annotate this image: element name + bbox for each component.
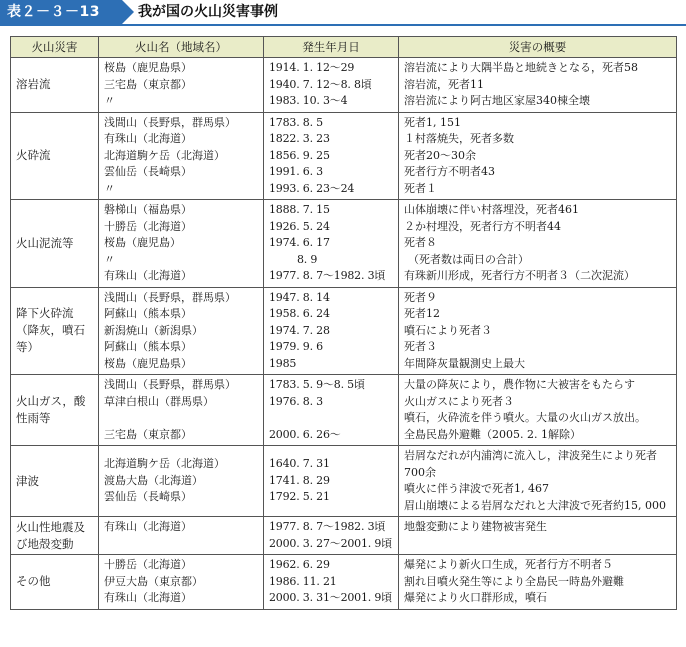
volcano-line: 新潟焼山（新潟県） (104, 323, 203, 337)
date-line: 1979. 9. 6 (269, 340, 323, 353)
summary-line: １村落焼失，死者多数 (404, 132, 514, 145)
table-row (11, 287, 677, 375)
date-cell (264, 58, 399, 113)
date-line: 1991. 6. 3 (269, 165, 323, 178)
date-line: 1822. 3. 23 (269, 132, 330, 145)
volcano-line: 有珠山（北海道） (104, 269, 192, 282)
volcano-line: 十勝岳（北海道） (104, 219, 192, 233)
table-row (11, 446, 677, 517)
date-cell (264, 446, 399, 517)
summary-line: 爆発により火口群形成，噴石 (404, 591, 547, 604)
date-line: 1947. 8. 14 (269, 290, 330, 304)
table-row (11, 58, 677, 113)
summary-cell (399, 555, 677, 610)
table-header-row (11, 37, 677, 58)
table-row (11, 555, 677, 610)
date-cell (264, 200, 399, 288)
date-line: 1977. 8. 7～1982. 3頃 (269, 520, 386, 533)
summary-line: 死者３ (404, 340, 437, 353)
volcano-line: 草津白根山（群馬県） (104, 394, 214, 408)
summary-line: 全島民島外避難（2005. 2. 1解除） (404, 427, 581, 441)
summary-line: 地盤変動により建物被害発生 (404, 520, 547, 533)
summary-cell (399, 517, 677, 555)
date-line: 1983. 10. 3～4 (269, 94, 348, 107)
volcano-line: 〃 (104, 252, 115, 266)
summary-line: 山体崩壊に伴い村落埋没，死者461 (404, 203, 579, 216)
volcano-cell (99, 58, 264, 113)
summary-cell (399, 112, 677, 200)
disaster-type-cell: 溶岩流 (11, 58, 99, 113)
date-line: 1977. 8. 7～1982. 3頃 (269, 269, 386, 282)
date-line: 1986. 11. 21 (269, 574, 337, 588)
volcano-disaster-table (10, 36, 677, 610)
disaster-type-cell: 津波 (11, 446, 99, 517)
summary-cell (399, 287, 677, 375)
summary-line: 死者1, 151 (404, 115, 461, 129)
disaster-type-cell: 火山泥流等 (11, 200, 99, 288)
column-header-volcano: 火山名（地域名） (99, 37, 264, 58)
date-line: 2000. 3. 31～2001. 9頃 (269, 591, 392, 604)
summary-line: 眉山崩壊による岩屑なだれと大津波で死者約15, 000 (404, 498, 666, 512)
date-line (269, 410, 393, 427)
column-header-summary: 災害の概要 (399, 37, 677, 58)
summary-line: 死者行方不明者43 (404, 165, 495, 178)
disaster-type-line: び地殻変動 (16, 536, 74, 551)
date-line: 1783. 5. 9～8. 5頃 (269, 378, 365, 391)
summary-line: 死者20～30余 (404, 148, 476, 162)
summary-line: 有珠新川形成，死者行方不明者３（二次泥流） (404, 269, 635, 282)
summary-line: 火山ガスにより死者３ (404, 394, 514, 408)
volcano-line: 有珠山（北海道） (104, 520, 192, 533)
summary-line: 噴石により死者３ (404, 323, 492, 337)
disaster-type-cell (11, 517, 99, 555)
disaster-type-line: 火山性地震及 (16, 519, 85, 534)
date-cell (264, 287, 399, 375)
volcano-line: 磐梯山（福島県） (104, 203, 192, 216)
date-line: 1914. 1. 12～29 (269, 61, 355, 74)
date-line: 1888. 7. 15 (269, 203, 330, 216)
date-line: 1640. 7. 31 (269, 457, 330, 471)
volcano-line: 雲仙岳（長崎県） (104, 165, 192, 178)
date-cell (264, 517, 399, 555)
date-line: 1993. 6. 23～24 (269, 181, 355, 195)
volcano-line: 浅間山（長野県，群馬県） (104, 115, 236, 129)
volcano-line: 三宅島（東京都） (104, 427, 192, 441)
summary-cell (399, 58, 677, 113)
volcano-line: 雲仙岳（長崎県） (104, 490, 192, 504)
column-header-type: 火山災害 (11, 37, 99, 58)
date-line: 1741. 8. 29 (269, 473, 330, 487)
summary-cell (399, 446, 677, 517)
volcano-line: 有珠山（北海道） (104, 132, 192, 145)
summary-line: 爆発により新火口生成，死者行方不明者５ (404, 558, 613, 571)
date-line: 1958. 6. 24 (269, 307, 330, 320)
summary-line: 噴石，火砕流を伴う噴火。大量の火山ガス放出。 (404, 411, 646, 424)
table-row (11, 200, 677, 288)
date-cell (264, 555, 399, 610)
disaster-type-line: 火山ガス，酸 (16, 394, 86, 408)
date-line: 1783. 8. 5 (269, 115, 323, 129)
summary-line: （死者数は両日の合計） (408, 252, 529, 266)
volcano-cell (99, 375, 264, 446)
summary-line: ２か村埋没，死者行方不明者44 (404, 219, 561, 233)
summary-cell (399, 200, 677, 288)
summary-line: 死者９ (404, 290, 437, 304)
table-title: 我が国の火山災害事例 (138, 4, 278, 20)
volcano-line: 三宅島（東京都） (104, 77, 192, 91)
summary-line: 岩屑なだれが内浦湾に流入し，津波発生により死者700余 (404, 449, 657, 479)
date-line: 1974. 7. 28 (269, 323, 330, 337)
volcano-line: 北海道駒ケ岳（北海道） (104, 148, 225, 162)
date-line: 1792. 5. 21 (269, 490, 330, 504)
volcano-line: 北海道駒ケ岳（北海道） (104, 457, 225, 471)
volcano-line: 十勝岳（北海道） (104, 558, 192, 571)
summary-line: 溶岩流により大隅半島と地続きとなる，死者58 (404, 61, 638, 74)
header-rule (0, 24, 686, 26)
volcano-line: 浅間山（長野県，群馬県） (104, 378, 236, 391)
summary-line (404, 536, 671, 553)
volcano-cell (99, 112, 264, 200)
volcano-line: 〃 (104, 181, 115, 195)
disaster-type-cell (11, 287, 99, 375)
column-header-date: 発生年月日 (264, 37, 399, 58)
date-line: 1926. 5. 24 (269, 219, 330, 233)
disaster-type-line: 等） (16, 340, 39, 355)
volcano-line: 阿蘇山（熊本県） (104, 307, 192, 320)
disaster-type-line: 降下火砕流 (16, 306, 74, 321)
volcano-line: 浅間山（長野県，群馬県） (104, 290, 236, 304)
disaster-type-cell (11, 375, 99, 446)
summary-cell (399, 375, 677, 446)
volcano-cell (99, 200, 264, 288)
disaster-type-line: 性雨等 (16, 411, 51, 425)
table-number-label: 表２－３－13 (0, 0, 122, 24)
summary-line: 死者１ (404, 181, 437, 195)
volcano-cell (99, 287, 264, 375)
date-line: 2000. 6. 26～ (269, 427, 341, 441)
date-line: 1940. 7. 12～8. 8頃 (269, 77, 372, 91)
disaster-type-line: （降灰，噴石 (16, 323, 85, 338)
volcano-cell (99, 555, 264, 610)
volcano-line: 桜島（鹿児島） (104, 236, 181, 249)
volcano-line (104, 410, 258, 427)
summary-line: 溶岩流により阿古地区家屋340棟全壊 (404, 94, 590, 107)
date-line: 1856. 9. 25 (269, 148, 330, 162)
volcano-line: 渡島大島（北海道） (104, 473, 203, 487)
date-line: 2000. 3. 27～2001. 9頃 (269, 536, 392, 550)
summary-line: 噴火に伴う津波で死者1, 467 (404, 482, 549, 495)
summary-line: 大量の降灰により，農作物に大被害をもたらす (404, 378, 635, 391)
date-line: 1962. 6. 29 (269, 558, 330, 571)
summary-line: 死者12 (404, 307, 440, 320)
volcano-line (104, 536, 258, 553)
volcano-line: 阿蘇山（熊本県） (104, 340, 192, 353)
date-line: 8. 9 (297, 252, 318, 266)
volcano-line: 桜島（鹿児島県） (104, 61, 192, 74)
volcano-cell (99, 446, 264, 517)
table-row (11, 112, 677, 200)
disaster-type-cell: その他 (11, 555, 99, 610)
date-line: 1974. 6. 17 (269, 236, 330, 249)
summary-line: 年間降灰量観測史上最大 (404, 356, 525, 370)
summary-line: 死者８ (404, 236, 437, 249)
date-cell (264, 112, 399, 200)
table-row (11, 375, 677, 446)
date-cell (264, 375, 399, 446)
volcano-line: 〃 (104, 94, 115, 107)
disaster-type-cell: 火砕流 (11, 112, 99, 200)
summary-line: 割れ目噴火発生等により全島民一時島外避難 (404, 574, 624, 588)
volcano-line: 桜島（鹿児島県） (104, 356, 192, 370)
date-line: 1985 (269, 356, 297, 370)
date-line: 1976. 8. 3 (269, 394, 323, 408)
volcano-cell (99, 517, 264, 555)
table-header-bar (0, 0, 686, 26)
table-row (11, 517, 677, 555)
volcano-line: 伊豆大島（東京都） (104, 574, 203, 588)
summary-line: 溶岩流，死者11 (404, 77, 484, 91)
volcano-line: 有珠山（北海道） (104, 591, 192, 604)
